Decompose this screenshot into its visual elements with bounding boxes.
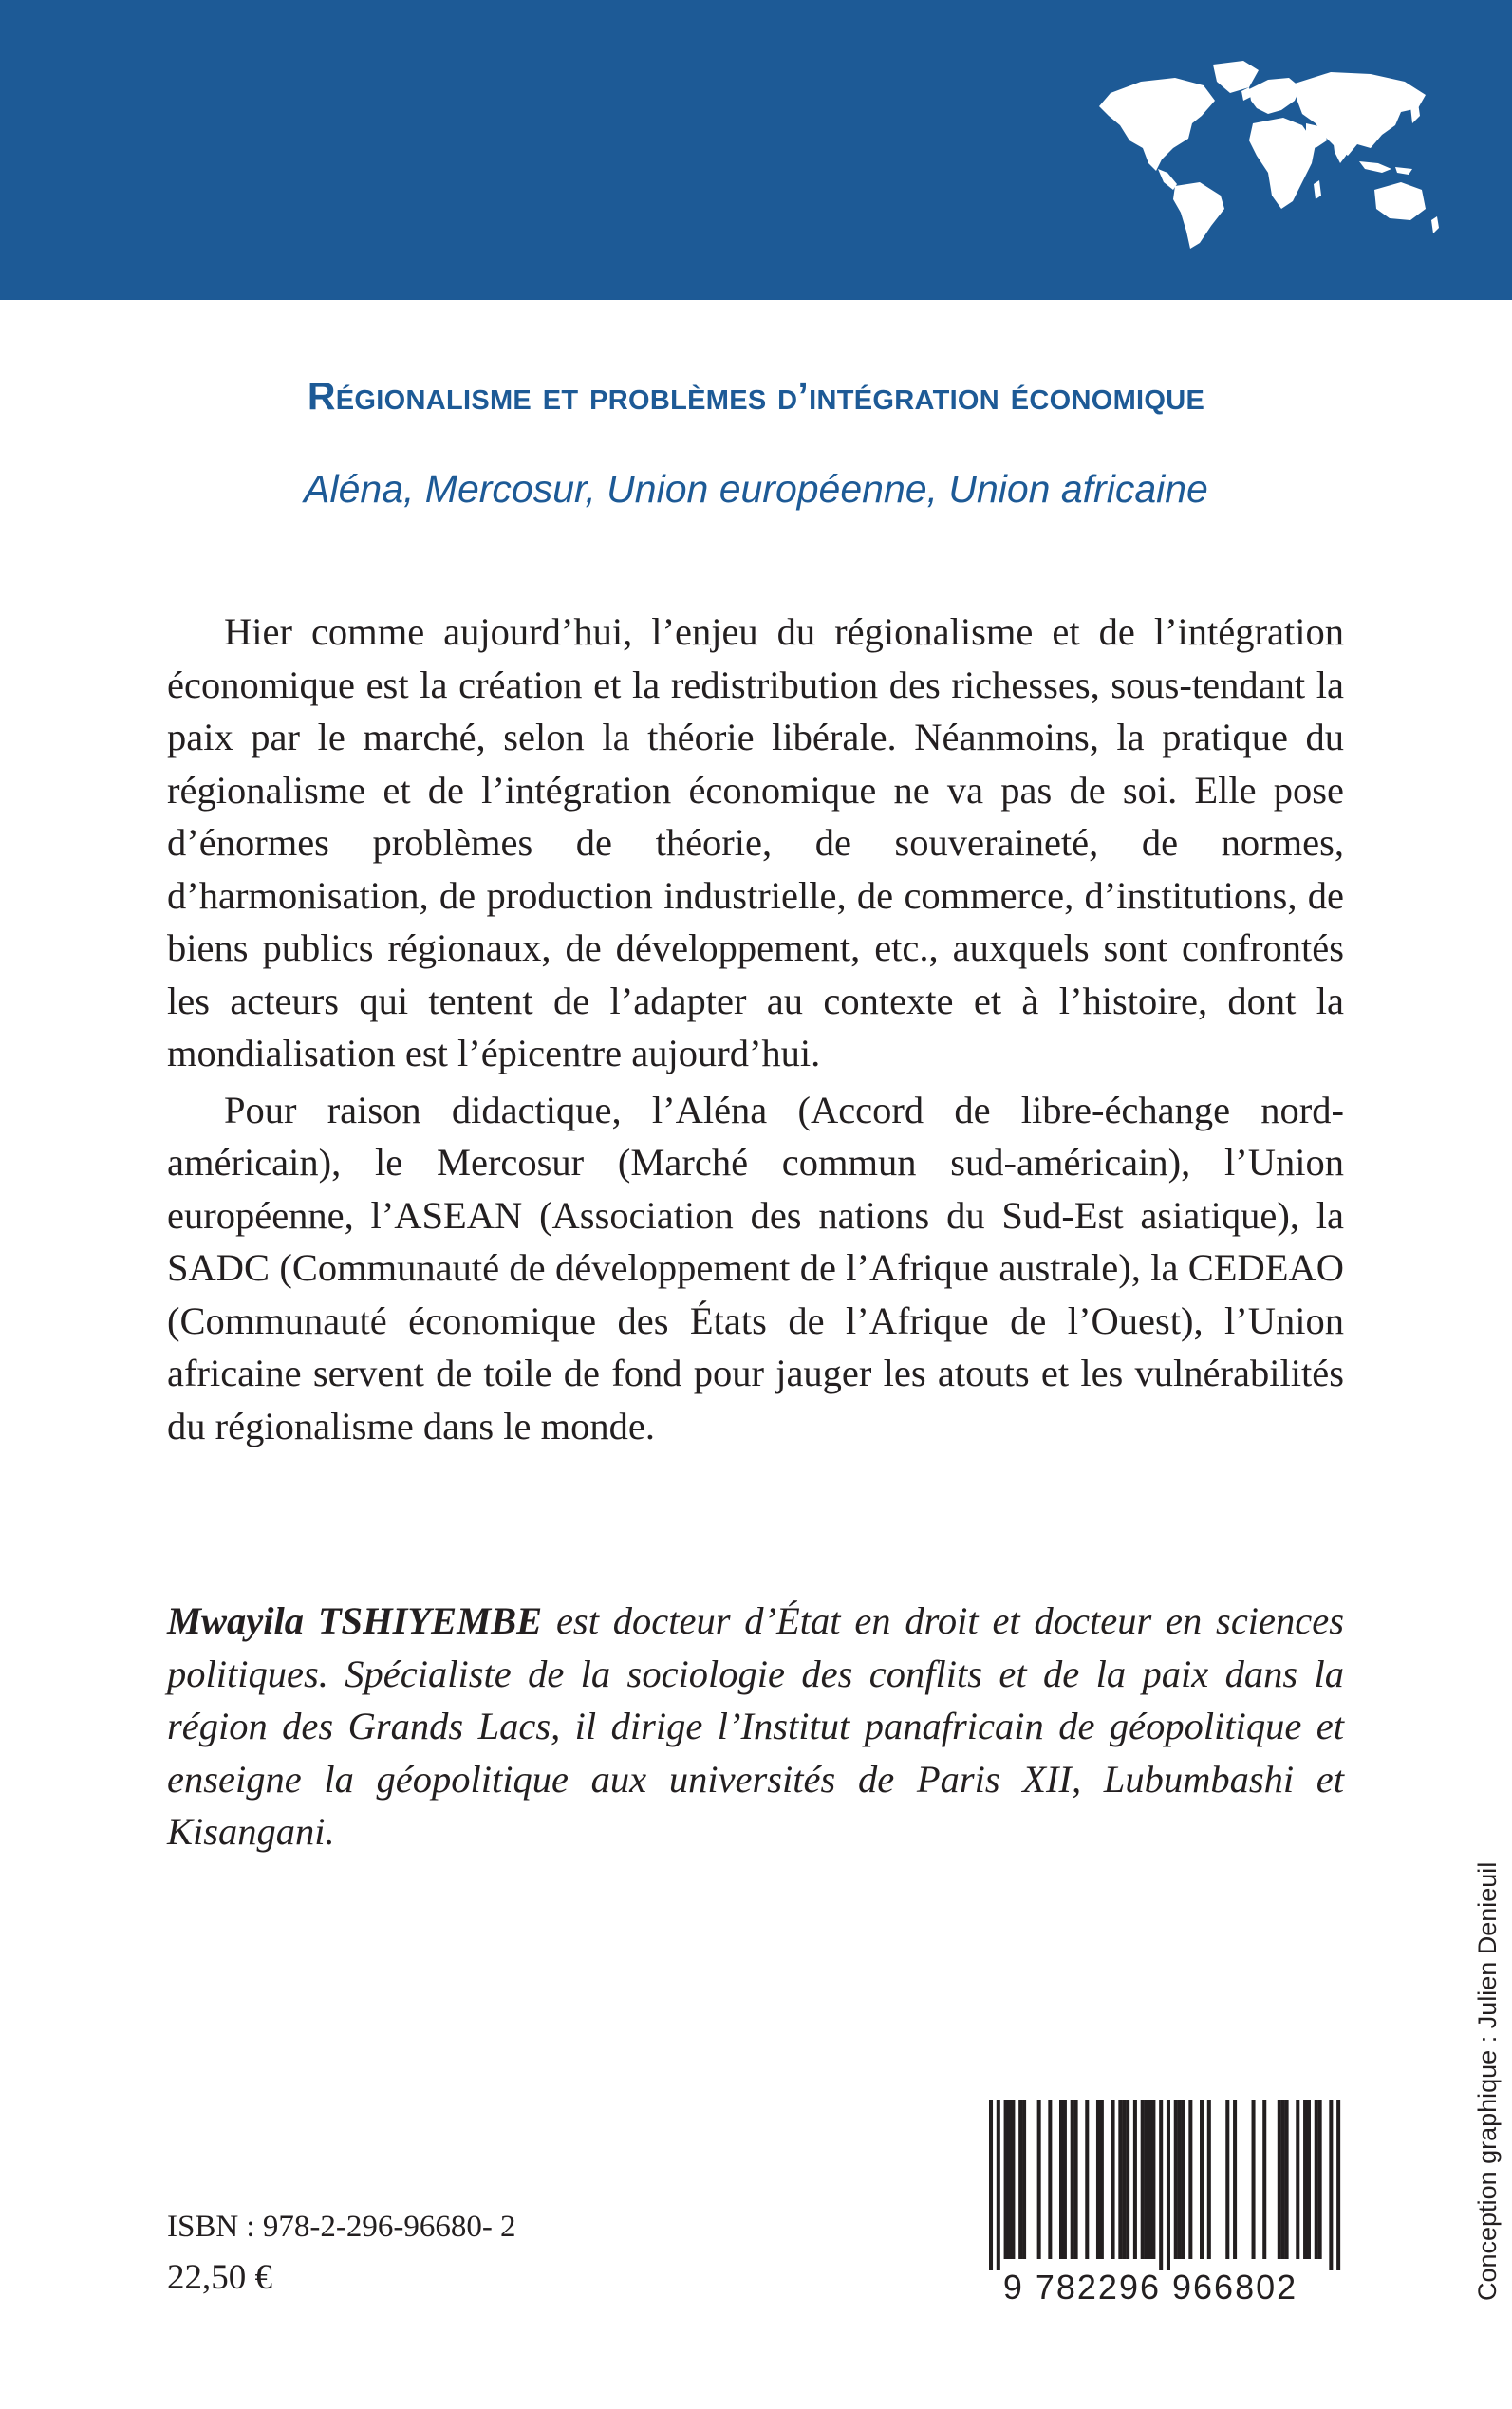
barcode-bar bbox=[1059, 2100, 1063, 2259]
barcode-bar bbox=[1100, 2100, 1104, 2259]
author-bio bbox=[167, 1595, 1344, 1858]
barcode-bar bbox=[1281, 2100, 1285, 2259]
barcode-bar bbox=[1225, 2100, 1229, 2259]
barcode-bar bbox=[1096, 2100, 1100, 2259]
barcode-bar bbox=[1145, 2100, 1148, 2259]
barcode-bar bbox=[1307, 2100, 1311, 2259]
price: 22,50 € bbox=[167, 2258, 272, 2297]
author-bio-text: est docteur d’État en droit et docteur en sciences politiques. Spécialiste de la sociologie des conflits et de la paix dans la région des Grands Lacs, il dirige l’Institut panafricain de géopolitique et enseigne la géopolitique aux universités de Paris XII, Lubumbashi et Kisangani. bbox=[167, 1599, 1344, 1853]
barcode-bar bbox=[1252, 2100, 1256, 2259]
summary-paragraph: Pour raison didactique, l’Aléna (Accord de libre-échange nord-américain), le Mercosur (Marché commun sud-américain), l’Union européenne, l’ASEAN (Association des nations du Sud-Est asiatique), la SADC (Communauté de développement de l’Afrique australe), la CEDEAO (Communauté économique des États de l’Afrique de l’Ouest), l’Union africaine servent de toile de fond pour jauger les atouts et les vulnérabilités du régionalisme dans le monde. bbox=[167, 1088, 1344, 1447]
barcode-bar bbox=[1278, 2100, 1281, 2259]
barcode-bar bbox=[1303, 2100, 1307, 2259]
barcode-bar bbox=[1233, 2100, 1237, 2259]
world-map-icon bbox=[1082, 57, 1443, 252]
barcode-bar bbox=[1018, 2100, 1022, 2259]
barcode-bar bbox=[1151, 2100, 1155, 2259]
barcode-bar bbox=[1262, 2100, 1266, 2259]
barcode-bar bbox=[1167, 2100, 1170, 2270]
barcode-bar bbox=[1118, 2100, 1122, 2259]
barcode-bar bbox=[1296, 2100, 1299, 2259]
barcode-bar bbox=[989, 2100, 993, 2270]
barcode-bar bbox=[1048, 2100, 1052, 2259]
barcode-bar bbox=[1126, 2100, 1129, 2259]
barcode-bar bbox=[1182, 2100, 1185, 2259]
barcode-bar bbox=[1122, 2100, 1126, 2259]
barcode-bar bbox=[1085, 2100, 1089, 2259]
barcode-bar bbox=[1011, 2100, 1015, 2259]
header-band bbox=[0, 0, 1512, 300]
barcode-bar bbox=[1074, 2100, 1078, 2259]
barcode-bar bbox=[1285, 2100, 1289, 2259]
design-credit: Conception graphique : Julien Denieuil bbox=[1473, 1861, 1502, 2301]
book-subtitle: Aléna, Mercosur, Union européenne, Union africaine bbox=[304, 467, 1208, 511]
barcode-bar bbox=[1159, 2100, 1163, 2270]
barcode-bar bbox=[1336, 2100, 1340, 2270]
barcode-bar bbox=[1188, 2100, 1192, 2259]
barcode-bar bbox=[1022, 2100, 1026, 2259]
barcode-bar bbox=[1318, 2100, 1322, 2259]
author-name: Mwayila TSHIYEMBE bbox=[167, 1599, 543, 1642]
isbn: ISBN : 978-2-296-96680- 2 bbox=[167, 2210, 516, 2244]
barcode-bar bbox=[1007, 2100, 1011, 2259]
barcode-bar bbox=[997, 2100, 1000, 2270]
barcode-bar bbox=[1315, 2100, 1318, 2259]
summary-paragraph: Hier comme aujourd’hui, l’enjeu du régionalisme et de l’intégration économique est la création et la redistribution des richesses, sous-tendant la paix par le marché, selon la théorie libérale. Néanmoins, la pratique du régionalisme et de l’intégration économique ne va pas de soi. Elle pose d’énormes problèmes de théorie, de souveraineté, de normes, d’harmonisation, de production industrielle, de commerce, d’institutions, de biens publics régionaux, de développement, etc., auxquels sont confrontés les acteurs qui tentent de l’adapter au contexte et à l’histoire, dont la mondialisation est l’épicentre aujourd’hui. bbox=[167, 610, 1344, 1074]
summary-text bbox=[167, 606, 1344, 1456]
barcode-bar bbox=[1063, 2100, 1067, 2259]
barcode-bar bbox=[1037, 2100, 1041, 2259]
barcode-bar bbox=[1133, 2100, 1137, 2259]
barcode-digits: 9 782296 966802 bbox=[1002, 2268, 1298, 2305]
barcode-bar bbox=[1141, 2100, 1145, 2259]
barcode-bar bbox=[1207, 2100, 1211, 2259]
barcode-bar bbox=[1148, 2100, 1151, 2259]
barcode bbox=[955, 2096, 1346, 2305]
barcode-bar bbox=[1329, 2100, 1333, 2270]
barcode-bar bbox=[1178, 2100, 1182, 2259]
barcode-bar bbox=[1004, 2100, 1008, 2259]
barcode-bar bbox=[1071, 2100, 1074, 2259]
barcode-bar bbox=[1111, 2100, 1115, 2259]
barcode-bar bbox=[1174, 2100, 1178, 2259]
barcode-bar bbox=[1200, 2100, 1204, 2259]
book-title: Régionalisme et problèmes d’intégration économique bbox=[307, 374, 1205, 418]
